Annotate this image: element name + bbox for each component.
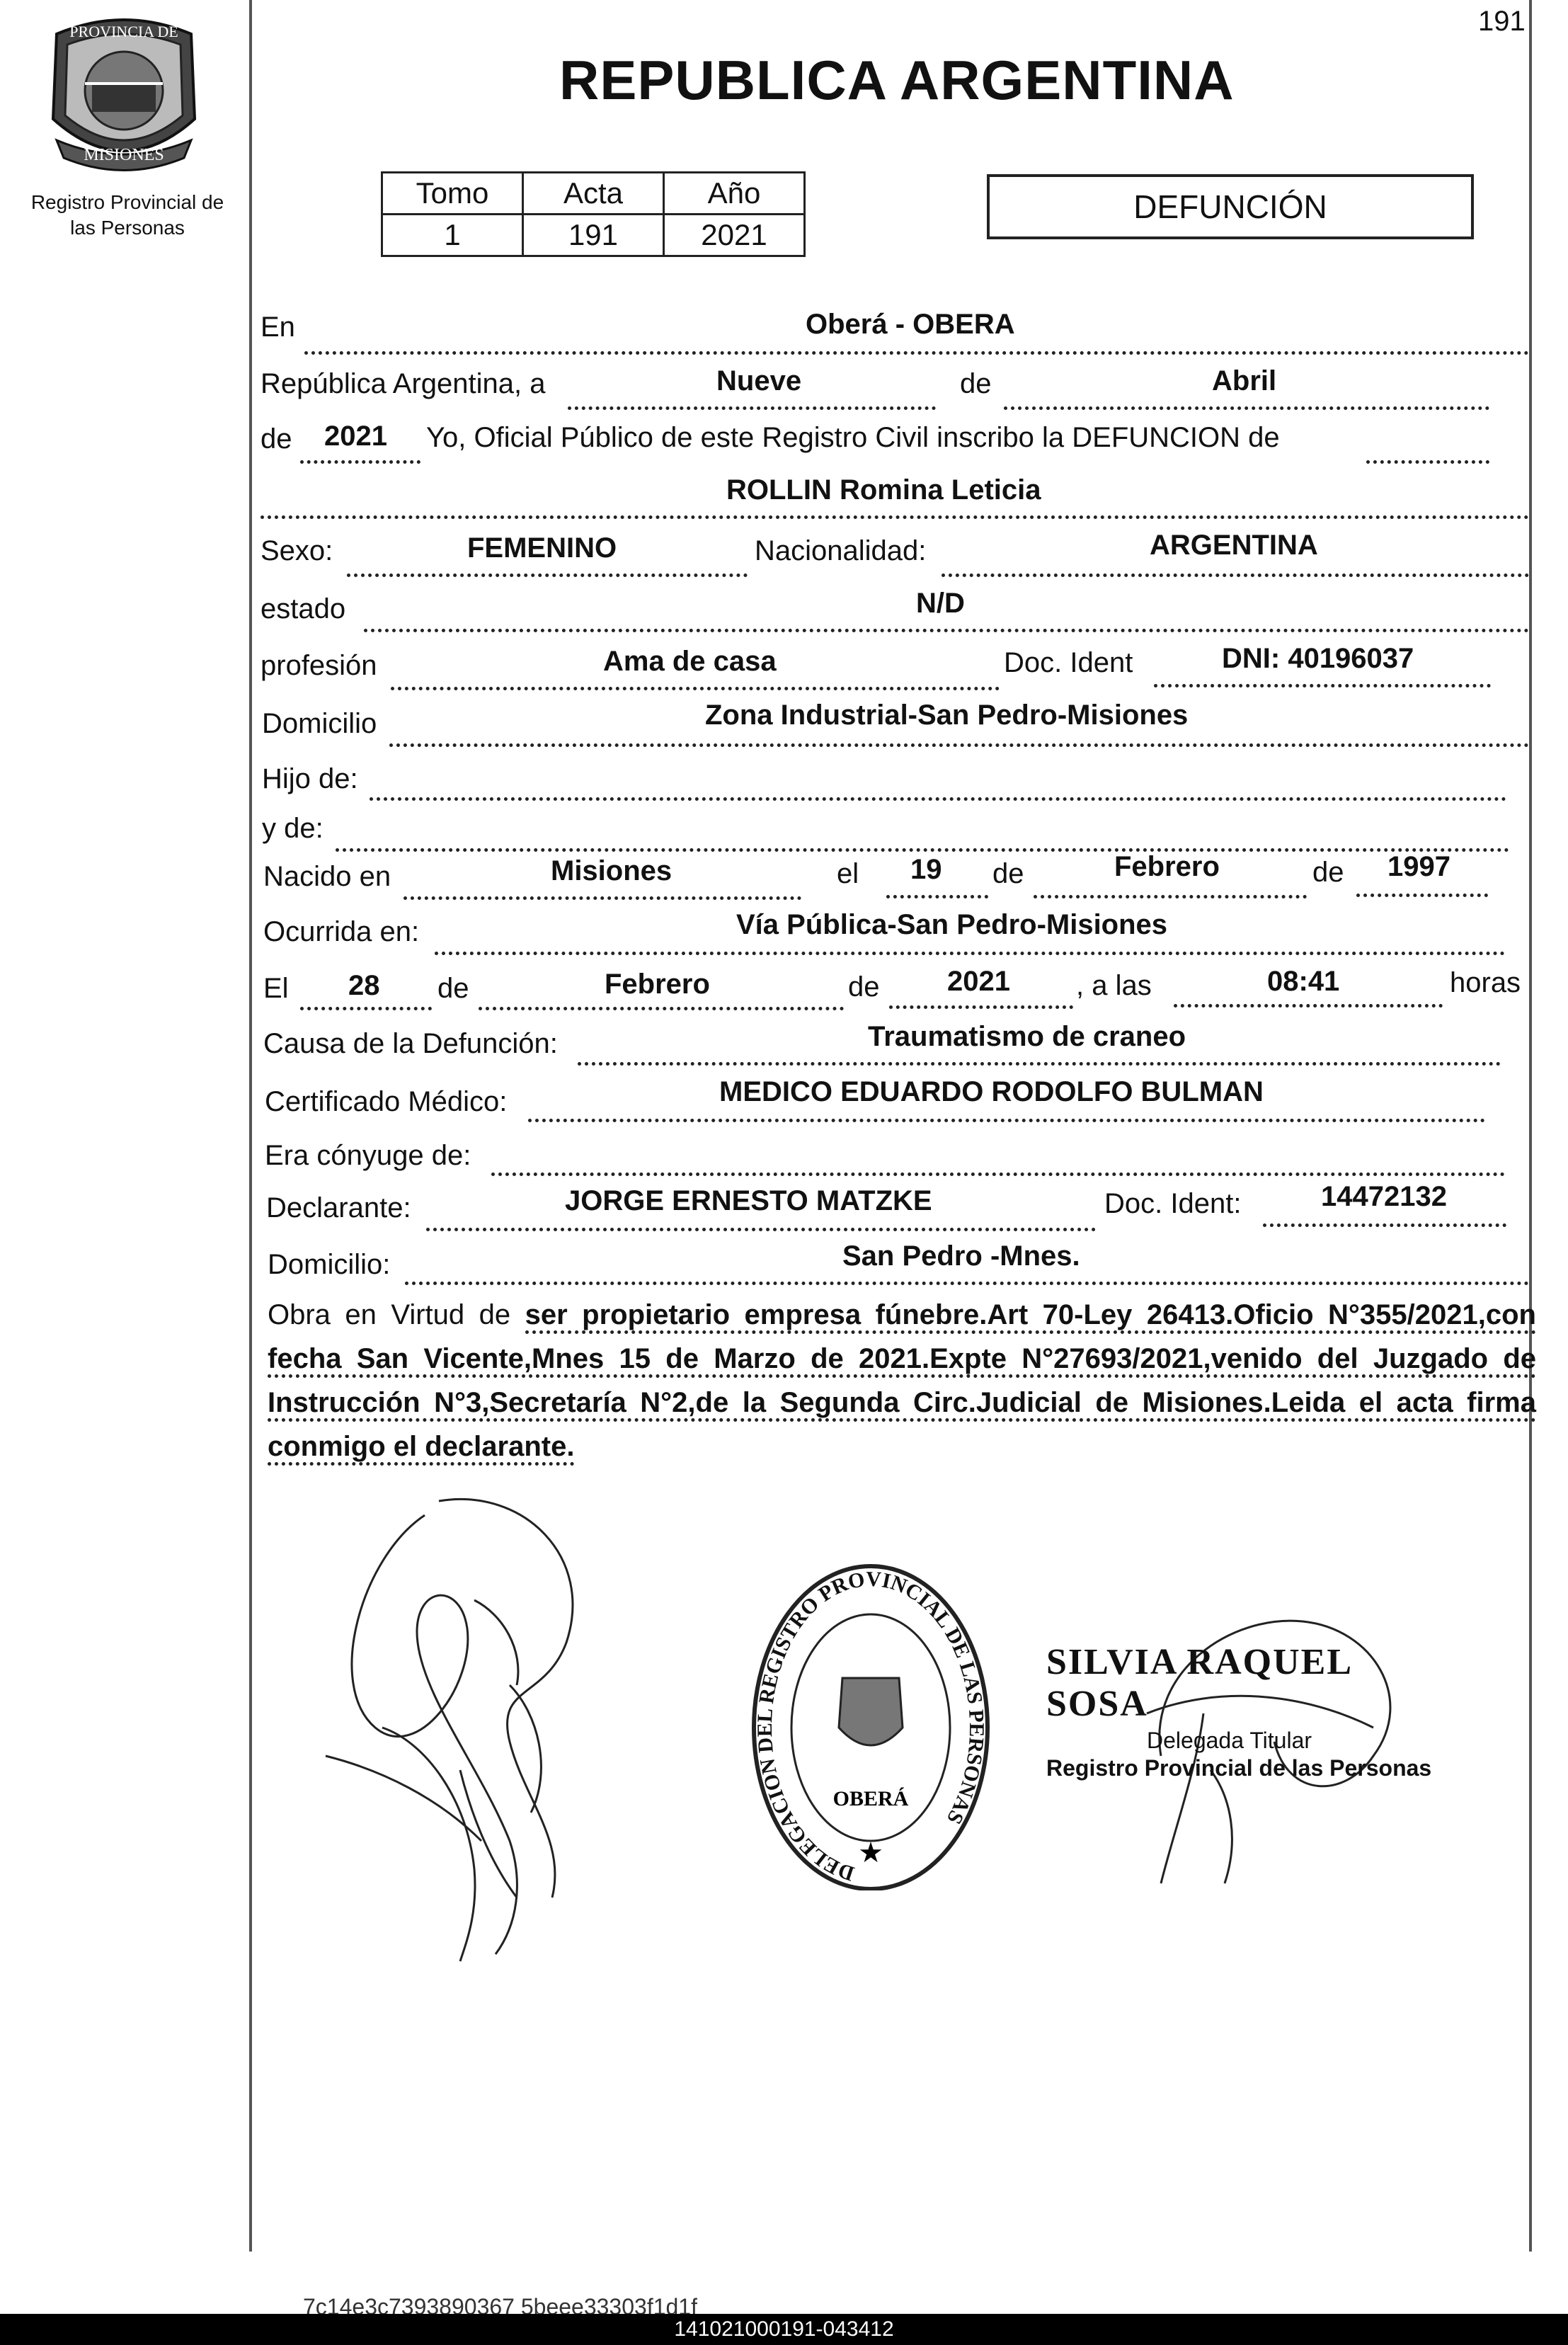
left-margin-line bbox=[249, 0, 252, 2252]
birth-year-value: 1997 bbox=[1387, 851, 1450, 882]
logo-text-bottom: MISIONES bbox=[84, 146, 164, 164]
doc-ident-label: Doc. Ident bbox=[1004, 647, 1133, 678]
birth-month-value: Febrero bbox=[1114, 851, 1220, 882]
ocurrida-value: Vía Pública-San Pedro-Misiones bbox=[736, 909, 1168, 940]
misiones-province-logo bbox=[42, 13, 205, 172]
official-role: Delegada Titular bbox=[1147, 1728, 1312, 1753]
inscribo-field bbox=[1366, 423, 1489, 464]
nacido-en-label: Nacido en bbox=[263, 861, 391, 892]
causa-label: Causa de la Defunción: bbox=[263, 1028, 558, 1059]
declarant-signature bbox=[297, 1473, 694, 1982]
declarante-value: JORGE ERNESTO MATZKE bbox=[565, 1185, 932, 1216]
agency-line-2: las Personas bbox=[70, 217, 185, 239]
seal-center-text: OBERÁ bbox=[832, 1787, 909, 1810]
en-label: En bbox=[261, 312, 295, 343]
right-margin-line bbox=[1529, 0, 1532, 2252]
seal-star-icon: ★ bbox=[858, 1837, 883, 1868]
causa-value: Traumatismo de craneo bbox=[868, 1021, 1186, 1052]
sexo-value: FEMENINO bbox=[467, 532, 617, 564]
registry-value-acta: 191 bbox=[523, 215, 664, 256]
death-day-value: 28 bbox=[348, 970, 380, 1001]
registry-value-tomo: 1 bbox=[382, 215, 523, 256]
declarante-domicilio-label: Domicilio: bbox=[268, 1249, 391, 1280]
registry-header-tomo: Tomo bbox=[382, 173, 523, 215]
birth-day-value: 19 bbox=[910, 854, 942, 885]
death-month-value: Febrero bbox=[605, 969, 710, 1000]
conyuge-field bbox=[491, 1136, 1505, 1176]
page-number: 191 bbox=[1478, 6, 1526, 37]
profesion-value: Ama de casa bbox=[603, 646, 777, 677]
a-las-label: , a las bbox=[1076, 970, 1152, 1001]
agency-line-1: Registro Provincial de bbox=[30, 191, 224, 213]
registry-header-anio: Año bbox=[664, 173, 805, 215]
place-value: Oberá - OBERA bbox=[806, 309, 1015, 340]
remarks-paragraph bbox=[268, 1293, 1536, 1468]
el-label-2: El bbox=[263, 973, 289, 1004]
remarks-prefix: Obra en Virtud de bbox=[268, 1299, 511, 1330]
declarante-label: Declarante: bbox=[266, 1192, 411, 1223]
declarante-doc-value: 14472132 bbox=[1321, 1181, 1447, 1212]
y-de-label: y de: bbox=[262, 813, 324, 844]
official-block bbox=[1046, 1641, 1443, 1781]
sexo-label: Sexo: bbox=[261, 535, 333, 566]
birth-de-label: de bbox=[992, 858, 1024, 889]
certificado-value: MEDICO EDUARDO RODOLFO BULMAN bbox=[719, 1076, 1264, 1107]
conyuge-label: Era cónyuge de: bbox=[265, 1140, 471, 1171]
y-de-field bbox=[336, 811, 1509, 852]
registry-value-anio: 2021 bbox=[664, 215, 805, 256]
death-year-value: 2021 bbox=[947, 966, 1010, 997]
el-label: el bbox=[837, 858, 859, 889]
certificado-label: Certificado Médico: bbox=[265, 1086, 508, 1117]
official-name: SILVIA RAQUEL SOSA bbox=[1046, 1642, 1351, 1724]
logo-text-top: PROVINCIA DE bbox=[69, 23, 178, 40]
month-value: Abril bbox=[1212, 365, 1277, 396]
de-label-1: de bbox=[960, 368, 992, 399]
nacido-en-value: Misiones bbox=[551, 855, 673, 886]
hijo-de-label: Hijo de: bbox=[262, 763, 358, 794]
birth-de-label-2: de bbox=[1312, 857, 1344, 888]
de-label-2: de bbox=[261, 423, 292, 455]
nacionalidad-label: Nacionalidad: bbox=[755, 535, 927, 566]
republica-label: República Argentina, a bbox=[261, 368, 546, 399]
declarante-doc-label: Doc. Ident: bbox=[1104, 1188, 1242, 1219]
ocurrida-label: Ocurrida en: bbox=[263, 916, 420, 947]
footer-hash: 7c14e3c7393890367 5beee33303f1d1f bbox=[303, 2294, 697, 2314]
official-office: Registro Provincial de las Personas bbox=[1046, 1755, 1432, 1781]
profesion-label: profesión bbox=[261, 650, 377, 681]
registry-header-acta: Acta bbox=[523, 173, 664, 215]
registry-seal bbox=[750, 1558, 991, 1890]
death-de-label: de bbox=[437, 973, 469, 1004]
domicilio-value: Zona Industrial-San Pedro-Misiones bbox=[705, 700, 1189, 731]
hijo-de-field bbox=[370, 760, 1506, 801]
remarks-text: ser propietario empresa fúnebre.Art 70-Ley 26413.Oficio N°355/2021,con fecha San Vicente,Mnes 15 de Marzo de 2021.Expte N°27693/2021,venido del Juzgado de Instrucción N°3,Secretaría N°2,de la Segunda Circ.Judicial de Misiones.Leida el acta firma conmigo el declarante. bbox=[268, 1299, 1536, 1466]
nacionalidad-value: ARGENTINA bbox=[1150, 530, 1318, 561]
declarante-domicilio-value: San Pedro -Mnes. bbox=[842, 1240, 1080, 1272]
estado-label: estado bbox=[261, 593, 346, 624]
seal-ring-text: DELEGACION DEL REGISTRO PROVINCIAL DE LAS PERSONAS bbox=[752, 1567, 989, 1885]
day-words-value: Nueve bbox=[716, 365, 802, 396]
document-type-box: DEFUNCIÓN bbox=[987, 174, 1474, 239]
inscribo-text: Yo, Oficial Público de este Registro Civil inscribo la DEFUNCION de bbox=[426, 422, 1280, 453]
footer-code: 141021000191-043412 bbox=[0, 2314, 1568, 2345]
document-title: REPUBLICA ARGENTINA bbox=[559, 49, 1235, 111]
doc-ident-value: DNI: 40196037 bbox=[1222, 643, 1414, 674]
horas-label: horas bbox=[1450, 967, 1521, 998]
death-de-label-2: de bbox=[848, 971, 880, 1003]
year-value: 2021 bbox=[324, 421, 387, 452]
death-time-value: 08:41 bbox=[1267, 966, 1340, 997]
deceased-name-value: ROLLIN Romina Leticia bbox=[726, 474, 1041, 506]
registry-table bbox=[381, 171, 806, 257]
agency-name bbox=[14, 190, 241, 241]
estado-value: N/D bbox=[916, 588, 965, 619]
domicilio-label: Domicilio bbox=[262, 708, 377, 739]
